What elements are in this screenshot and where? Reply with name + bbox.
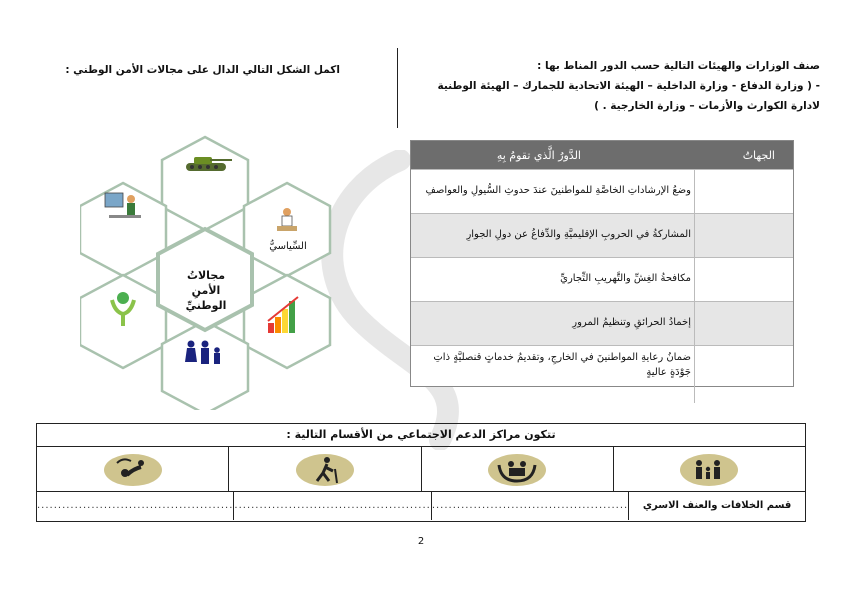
support-icon-cell — [421, 447, 613, 491]
entity-answer-cell[interactable] — [694, 214, 793, 257]
center-label-line2: الأمنِ — [191, 284, 221, 297]
center-label — [175, 268, 237, 313]
political-label: السِّياسيُّ — [269, 241, 307, 252]
child-protection-icon — [103, 453, 163, 487]
header-entities: الجهاتُ — [742, 149, 775, 162]
entity-answer-cell[interactable] — [694, 302, 793, 345]
center-label-line3: الوطنيِّ — [185, 299, 227, 312]
support-labels-row — [37, 492, 805, 520]
hex-social — [162, 321, 248, 410]
table-row — [411, 257, 793, 301]
support-icon-cell — [228, 447, 420, 491]
security-domains-diagram — [80, 135, 370, 410]
section-answer-blank[interactable]: ............................................... — [431, 492, 628, 520]
elderly-care-icon — [295, 453, 355, 487]
hex-military — [162, 137, 248, 230]
role-text: إخمادُ الحرائقِ وتنظيمُ المرورِ — [572, 317, 691, 328]
role-text: مكافحةُ الغِشِّ والتَّهريبِ التِّجاريِّ — [560, 273, 691, 284]
support-icon-cell — [37, 447, 228, 491]
roles-table — [410, 140, 794, 387]
entity-answer-cell[interactable] — [694, 258, 793, 301]
classify-question-line2: - ( وزارة الدفاع - وزارة الداخلية – الهيئة الاتحادية للجمارك – الهيئة الوطنية — [437, 80, 820, 92]
entity-answer-cell[interactable] — [694, 170, 793, 213]
complete-diagram-question: اكمل الشكل التالي الدال على مجالات الأمن الوطني : — [65, 64, 340, 76]
family-conflict-icon — [679, 453, 739, 487]
support-centers-table — [36, 423, 806, 522]
table-row — [411, 169, 793, 213]
classify-question-line1: صنف الوزارات والهيئات التالية حسب الدور المناط بها : — [537, 60, 820, 72]
classify-question-line3: لادارة الكوارث والأزمات – وزارة الخارجية . ) — [594, 100, 820, 112]
support-table-title: تتكون مراكز الدعم الاجتماعي من الأقسام التالية : — [37, 424, 805, 447]
support-icons-row — [37, 447, 805, 492]
section-answer-blank[interactable]: ............................................... — [37, 500, 234, 511]
family-support-icon — [487, 453, 547, 487]
table-row — [411, 345, 793, 403]
table-row — [411, 213, 793, 257]
section-answer-blank[interactable]: ............................................... — [233, 492, 430, 520]
role-text: ضمانُ رعايةِ المواطنينَ في الخارجِ، وتقديمُ خدماتٍ قنصليَّةٍ ذاتِ جَوْدَةٍ عاليةٍ — [433, 352, 691, 378]
table-row — [411, 301, 793, 345]
classify-question — [390, 56, 820, 116]
header-role: الدَّورُ الَّذي تقومُ بِهِ — [496, 149, 581, 162]
center-label-line1: مجالاتُ — [186, 269, 226, 282]
page-number: 2 — [417, 536, 425, 547]
support-icon-cell — [613, 447, 805, 491]
role-text: وضعُ الإرشاداتِ الخاصَّةِ للمواطنينَ عندَ حدوثِ السُّيولِ والعواصفِ — [425, 185, 691, 196]
roles-table-header — [411, 141, 793, 169]
entity-answer-cell[interactable] — [694, 346, 793, 403]
section-label-family-conflict: قسم الخلافات والعنف الاسري — [628, 492, 805, 520]
role-text: المشاركةُ في الحروبِ الإقليميَّةِ والدِّفاعُ عن دولِ الجوارِ — [466, 229, 691, 240]
